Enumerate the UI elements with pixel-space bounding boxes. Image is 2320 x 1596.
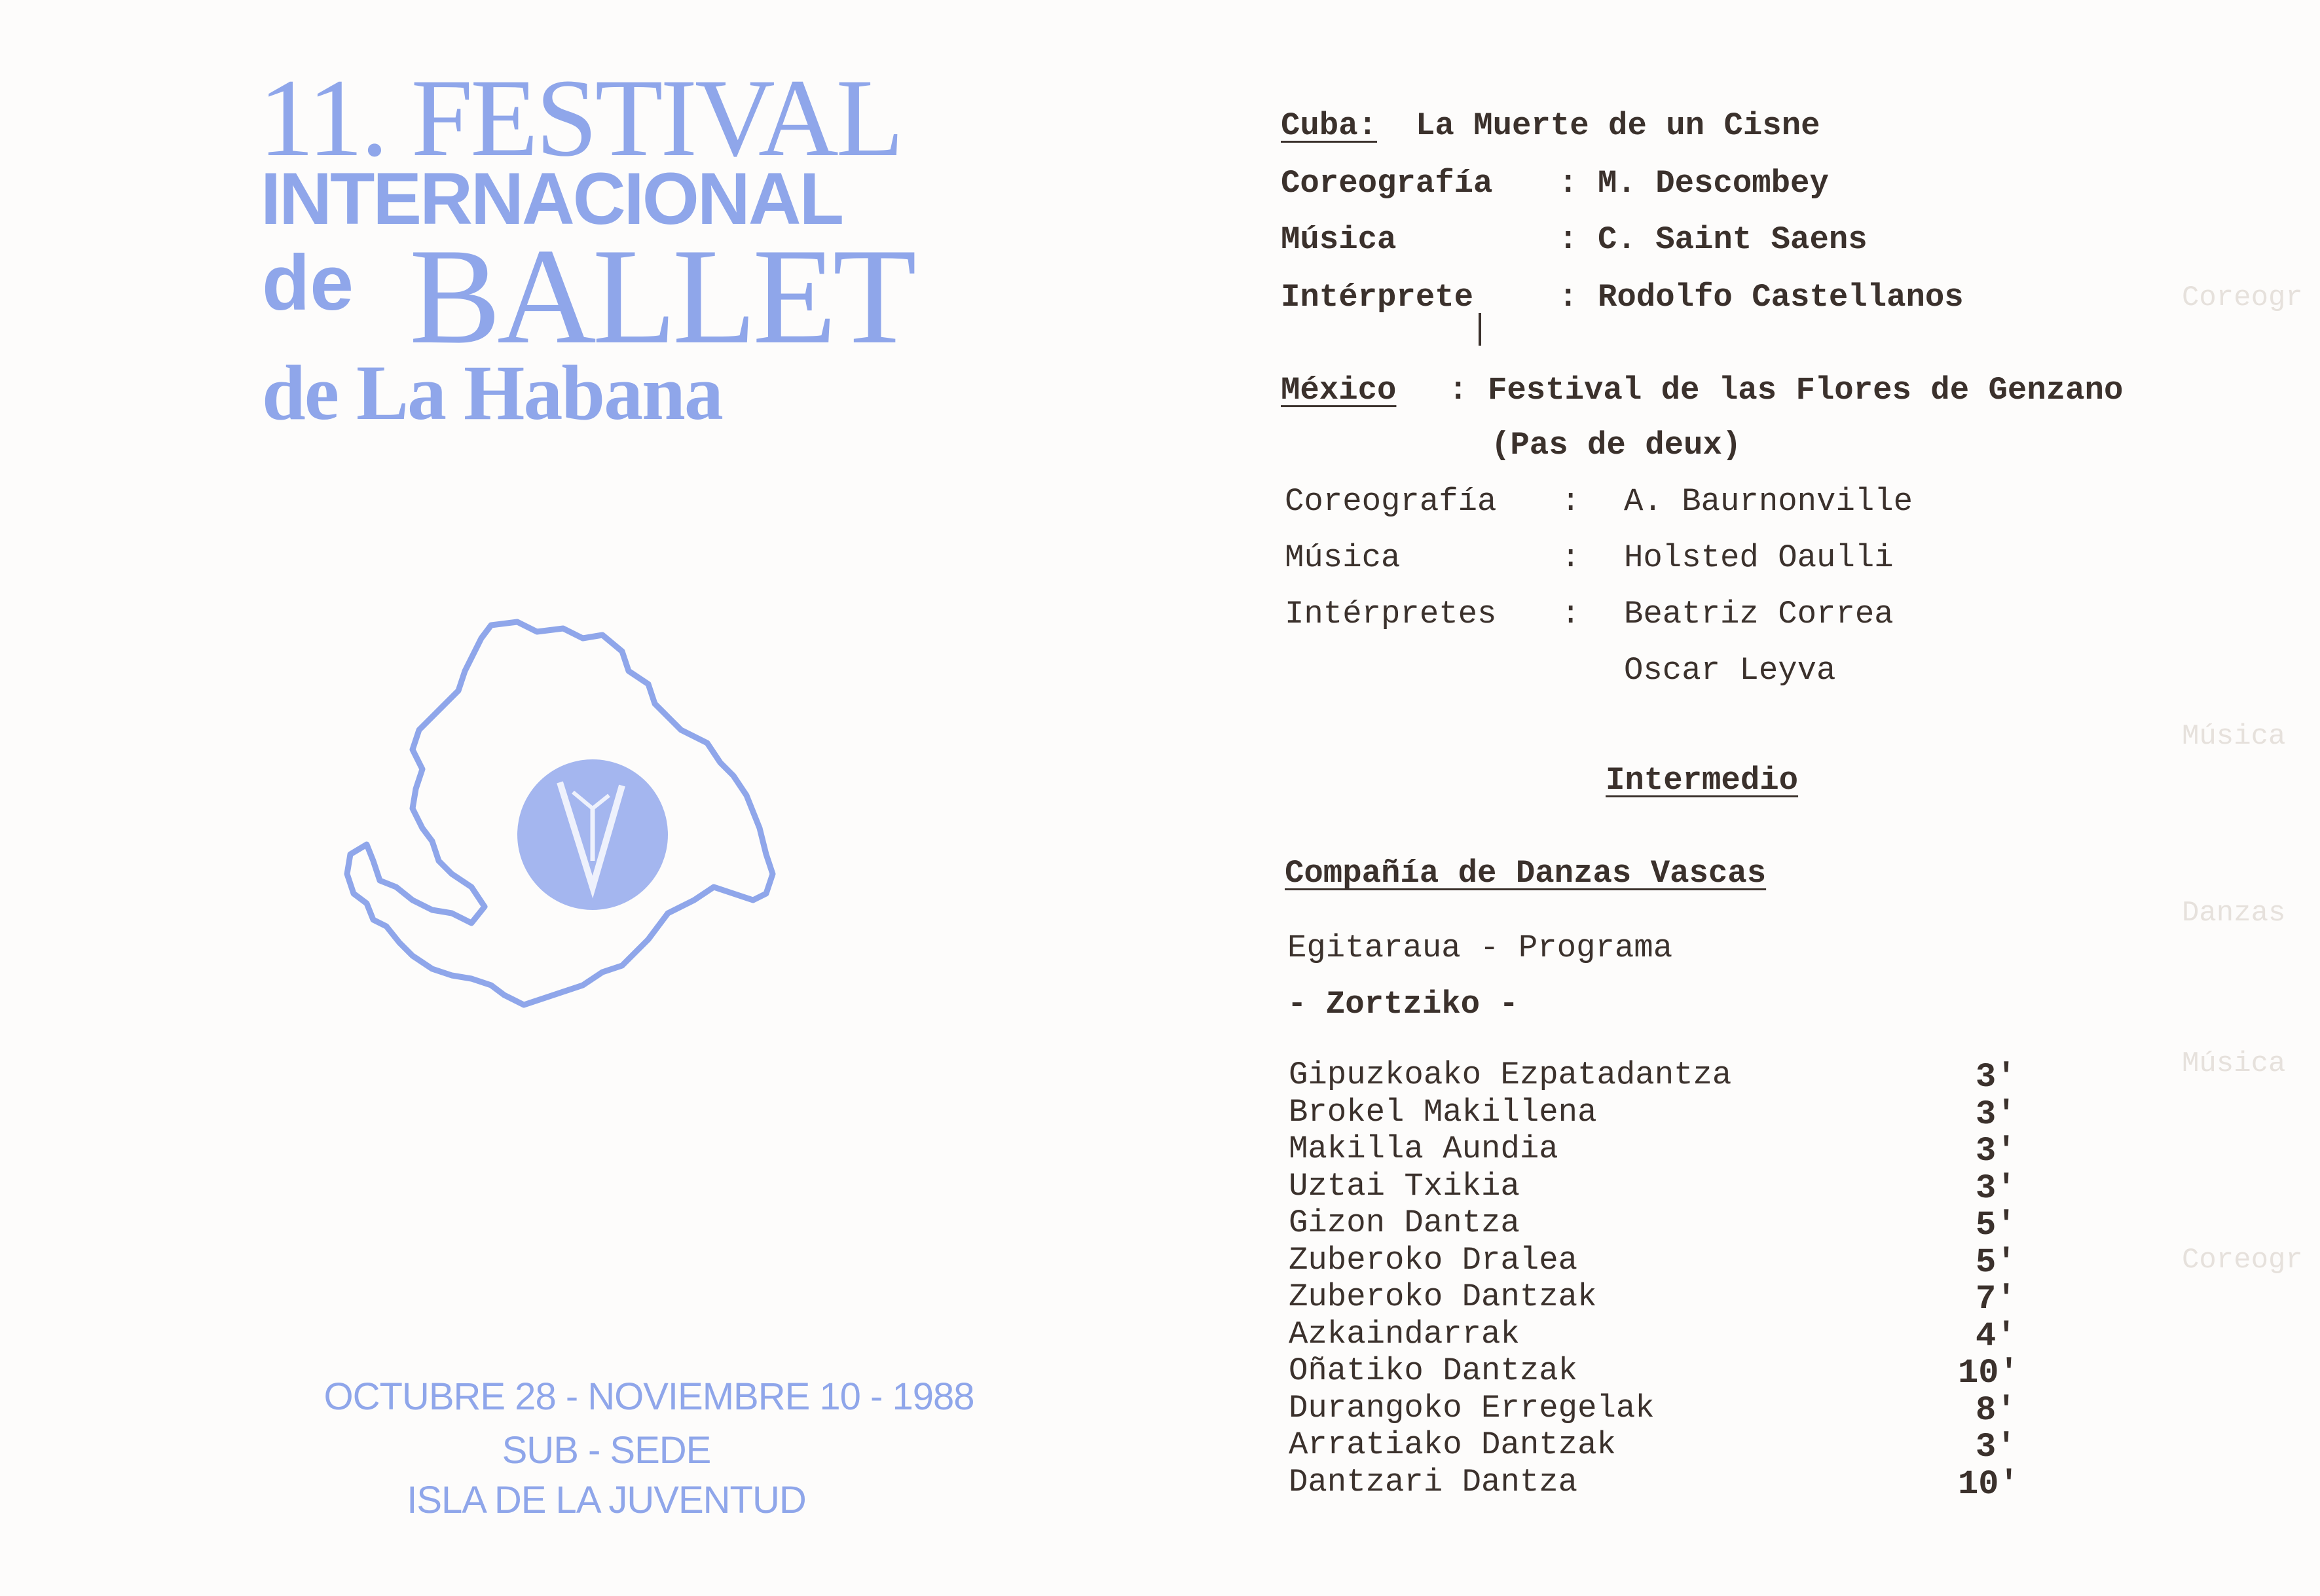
program-panel: Coreogr Música Danzas Música Coreogr Cuba: La Muerte de un Cisne Coreografía : M. Descombey Música : C. Saint Saens Intérprete : Rodolfo Castellanos México : Festival de las Flores de Genzano (Pas de deux) Coreografía : A. Baurnonville Música : Holsted Oaulli Intérpretes : Beatriz Correa Oscar Leyva Intermedio Compañía de Danzas Vascas Egitaraua - Programa - Zortziko - Gipuzkoako Ezpatadantza 3' Brokel Makillena 3' Makilla Aundia 3' Uztai Txikia 3' Gizon Dantza 5' Zuberoko Dralea 5' Zuberoko Dantzak 7' Azkaindarrak 4' Oñatiko Dantzak 10' Durangoko Erregelak 8' Arratiako Dantzak 3' Dantzari Dantza 10' <box>1281 107 2303 1504</box>
mexico-work-subtitle: (Pas de deux) <box>1491 427 1742 463</box>
dance-name: Arratiako Dantzak <box>1289 1426 1616 1463</box>
cuba-music-sep: : <box>1558 221 1578 258</box>
festival-title-line-1: 11. FESTIVAL <box>259 56 902 179</box>
dance-duration: 3' <box>1976 1095 2017 1134</box>
dance-duration: 8' <box>1976 1391 2017 1430</box>
mexico-interpreter-2: Oscar Leyva <box>1624 652 1836 689</box>
mexico-choreography-sep: : <box>1561 483 1581 520</box>
cuba-work-title: La Muerte de un Cisne <box>1416 107 1820 144</box>
dance-duration: 3' <box>1976 1169 2017 1208</box>
festival-title-de: de <box>262 239 354 327</box>
cuba-music-label: Música <box>1281 221 1397 258</box>
dance-name: Zuberoko Dralea <box>1289 1242 1578 1279</box>
mexico-choreography-value: A. Baurnonville <box>1624 483 1913 520</box>
dance-name: Brokel Makillena <box>1289 1094 1597 1131</box>
company-heading: Compañía de Danzas Vascas <box>1285 855 1767 892</box>
mexico-sep: : <box>1448 372 1468 408</box>
typewriter-mark <box>1479 313 1481 346</box>
mexico-music-label: Música <box>1285 539 1401 576</box>
dance-duration: 7' <box>1976 1280 2017 1318</box>
mexico-music-value: Holsted Oaulli <box>1624 539 1894 576</box>
intermission-heading: Intermedio <box>1606 762 1799 799</box>
mexico-work-title: Festival de las Flores de Genzano <box>1488 372 2124 408</box>
festival-title-line-4: de La Habana <box>262 349 722 436</box>
location-label: ISLA DE LA JUVENTUD <box>407 1479 806 1521</box>
dance-duration: 3' <box>1976 1428 2017 1466</box>
dance-duration: 4' <box>1976 1317 2017 1356</box>
mexico-music-sep: : <box>1561 539 1581 576</box>
dance-name: Azkaindarrak <box>1289 1316 1520 1352</box>
mexico-interpreters-value: Beatriz Correa <box>1624 596 1894 632</box>
dance-duration: 5' <box>1976 1206 2017 1244</box>
dance-duration: 10' <box>1958 1465 2019 1504</box>
dance-name: Dantzari Dantza <box>1289 1464 1578 1500</box>
mexico-interpreters-label: Intérpretes <box>1285 596 1497 632</box>
mexico-choreography-label: Coreografía <box>1285 483 1497 520</box>
subsede-label: SUB - SEDE <box>502 1429 711 1472</box>
zortziko-heading: - Zortziko - <box>1287 986 1519 1023</box>
dance-duration: 3' <box>1976 1058 2017 1097</box>
cuba-choreography-sep: : <box>1558 165 1578 202</box>
dance-name: Gipuzkoako Ezpatadantza <box>1289 1057 1732 1093</box>
cuba-interpreter-value: Rodolfo Castellanos <box>1598 279 1964 316</box>
cuba-choreography-label: Coreografía <box>1281 165 1493 202</box>
dance-name: Zuberoko Dantzak <box>1289 1279 1597 1315</box>
dance-name: Gizon Dantza <box>1289 1205 1520 1241</box>
mexico-country: México <box>1281 372 1397 408</box>
festival-dates: OCTUBRE 28 - NOVIEMBRE 10 - 1988 <box>323 1375 974 1418</box>
mexico-interpreters-sep: : <box>1561 596 1581 632</box>
dance-name: Makilla Aundia <box>1289 1131 1558 1167</box>
dance-name: Oñatiko Dantzak <box>1289 1352 1578 1389</box>
cuba-country: Cuba: <box>1281 107 1378 144</box>
dance-name: Durangoko Erregelak <box>1289 1390 1655 1426</box>
island-logo-icon <box>341 612 799 1031</box>
cuba-interpreter-sep: : <box>1558 279 1578 316</box>
dance-duration: 5' <box>1976 1243 2017 1282</box>
festival-title-line-2: INTERNACIONAL <box>261 158 843 240</box>
festival-title-ballet: BALLET <box>409 221 913 372</box>
cuba-choreography-value: M. Descombey <box>1598 165 1829 202</box>
dance-duration: 3' <box>1976 1132 2017 1170</box>
dance-name: Uztai Txikia <box>1289 1168 1520 1205</box>
dance-duration: 10' <box>1958 1354 2019 1392</box>
programme-label: Egitaraua - Programa <box>1287 930 1673 966</box>
cuba-interpreter-label: Intérprete <box>1281 279 1474 316</box>
cuba-music-value: C. Saint Saens <box>1598 221 1868 258</box>
